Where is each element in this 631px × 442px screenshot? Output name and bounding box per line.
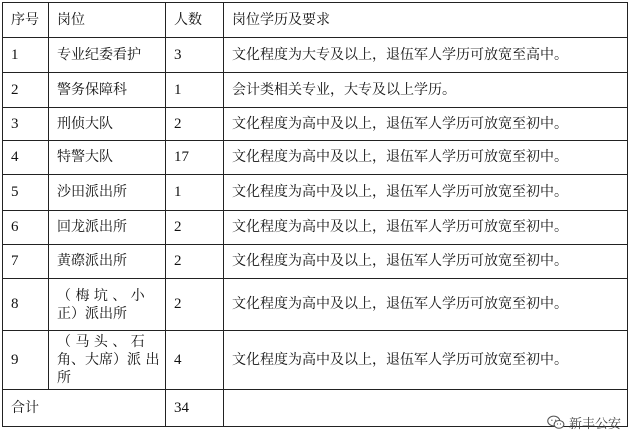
row-post-text: （ 马 头 、 石 角、大席）派 出所 bbox=[57, 334, 160, 386]
recruitment-table bbox=[2, 2, 628, 427]
row-count bbox=[166, 331, 224, 390]
row-requirements-text: 文化程度为大专及以上，退伍军人学历可放宽至高中。 bbox=[232, 46, 568, 63]
table-row bbox=[3, 73, 628, 108]
row-count-text: 17 bbox=[174, 149, 189, 165]
watermark-text: 新丰公安 bbox=[568, 417, 621, 432]
row-count bbox=[166, 245, 224, 279]
row-requirements-text: 文化程度为高中及以上，退伍军人学历可放宽至初中。 bbox=[232, 253, 568, 269]
header-row bbox=[3, 3, 628, 38]
row-post-text: （ 梅 坑 、 小 正）派出所 bbox=[57, 287, 145, 322]
row-requirements-text: 文化程度为高中及以上，退伍军人学历可放宽至初中。 bbox=[232, 149, 568, 165]
row-post-text: 黄磜派出所 bbox=[57, 253, 127, 269]
row-number bbox=[3, 211, 49, 245]
row-post bbox=[49, 108, 166, 141]
row-post bbox=[49, 245, 166, 279]
row-number-text: 1 bbox=[11, 46, 19, 63]
table-row bbox=[3, 108, 628, 141]
row-number bbox=[3, 245, 49, 279]
row-count bbox=[166, 211, 224, 245]
row-requirements-text: 文化程度为高中及以上，退伍军人学历可放宽至初中。 bbox=[232, 115, 568, 132]
row-count-text: 1 bbox=[174, 184, 182, 200]
row-requirements bbox=[224, 175, 628, 211]
row-post bbox=[49, 331, 166, 390]
row-number-text: 6 bbox=[11, 219, 19, 235]
row-post-text: 特警大队 bbox=[57, 149, 113, 165]
row-number bbox=[3, 279, 49, 331]
table-row bbox=[3, 245, 628, 279]
row-post bbox=[49, 38, 166, 73]
table-row bbox=[3, 331, 628, 390]
row-requirements-text: 文化程度为高中及以上，退伍军人学历可放宽至初中。 bbox=[232, 184, 568, 200]
row-count-text: 3 bbox=[174, 46, 182, 63]
row-number bbox=[3, 73, 49, 108]
row-post-text: 回龙派出所 bbox=[57, 219, 127, 235]
row-count bbox=[166, 141, 224, 175]
row-number-text: 7 bbox=[11, 253, 19, 269]
row-count bbox=[166, 175, 224, 211]
table-row bbox=[3, 38, 628, 73]
row-number-text: 3 bbox=[11, 115, 19, 132]
row-count-text: 1 bbox=[174, 81, 182, 98]
row-post bbox=[49, 279, 166, 331]
row-requirements bbox=[224, 245, 628, 279]
row-requirements-text: 文化程度为高中及以上，退伍军人学历可放宽至初中。 bbox=[232, 296, 568, 312]
row-count-text: 2 bbox=[174, 115, 182, 132]
row-number-text: 9 bbox=[11, 351, 19, 368]
row-requirements-text: 文化程度为高中及以上，退伍军人学历可放宽至初中。 bbox=[232, 351, 568, 368]
row-post bbox=[49, 175, 166, 211]
row-count-text: 4 bbox=[174, 351, 182, 368]
row-count-text: 2 bbox=[174, 296, 182, 312]
table-row bbox=[3, 211, 628, 245]
row-requirements bbox=[224, 73, 628, 108]
row-requirements bbox=[224, 211, 628, 245]
header-no: 序号 bbox=[3, 3, 49, 38]
row-number bbox=[3, 38, 49, 73]
row-post-text: 专业纪委看护 bbox=[57, 46, 141, 63]
row-count-text: 2 bbox=[174, 253, 182, 269]
header-requirements: 岗位学历及要求 bbox=[224, 3, 628, 38]
row-requirements-text: 会计类相关专业，大专及以上学历。 bbox=[232, 81, 456, 98]
row-number-text: 8 bbox=[11, 296, 19, 312]
row-number-text: 5 bbox=[11, 184, 19, 200]
row-post bbox=[49, 141, 166, 175]
row-count bbox=[166, 73, 224, 108]
row-post-text: 警务保障科 bbox=[57, 81, 127, 98]
total-label: 合计 bbox=[3, 390, 166, 427]
row-post bbox=[49, 211, 166, 245]
row-requirements bbox=[224, 38, 628, 73]
row-count bbox=[166, 38, 224, 73]
total-row bbox=[3, 390, 628, 427]
row-number bbox=[3, 331, 49, 390]
table-row bbox=[3, 141, 628, 175]
row-count bbox=[166, 108, 224, 141]
row-requirements bbox=[224, 331, 628, 390]
row-number bbox=[3, 141, 49, 175]
row-count-text: 2 bbox=[174, 219, 182, 235]
row-number-text: 4 bbox=[11, 149, 19, 165]
wechat-icon bbox=[547, 415, 565, 430]
row-number bbox=[3, 175, 49, 211]
header-count: 人数 bbox=[166, 3, 224, 38]
row-requirements bbox=[224, 141, 628, 175]
row-post-text: 沙田派出所 bbox=[57, 184, 127, 200]
table-row bbox=[3, 279, 628, 331]
row-post-text: 刑侦大队 bbox=[57, 115, 113, 132]
row-requirements bbox=[224, 279, 628, 331]
row-requirements bbox=[224, 108, 628, 141]
table-row bbox=[3, 175, 628, 211]
total-value: 34 bbox=[166, 390, 224, 427]
row-number-text: 2 bbox=[11, 81, 19, 98]
row-count bbox=[166, 279, 224, 331]
row-post bbox=[49, 73, 166, 108]
watermark bbox=[547, 413, 621, 432]
row-requirements-text: 文化程度为高中及以上，退伍军人学历可放宽至初中。 bbox=[232, 219, 568, 235]
row-number bbox=[3, 108, 49, 141]
header-post: 岗位 bbox=[49, 3, 166, 38]
